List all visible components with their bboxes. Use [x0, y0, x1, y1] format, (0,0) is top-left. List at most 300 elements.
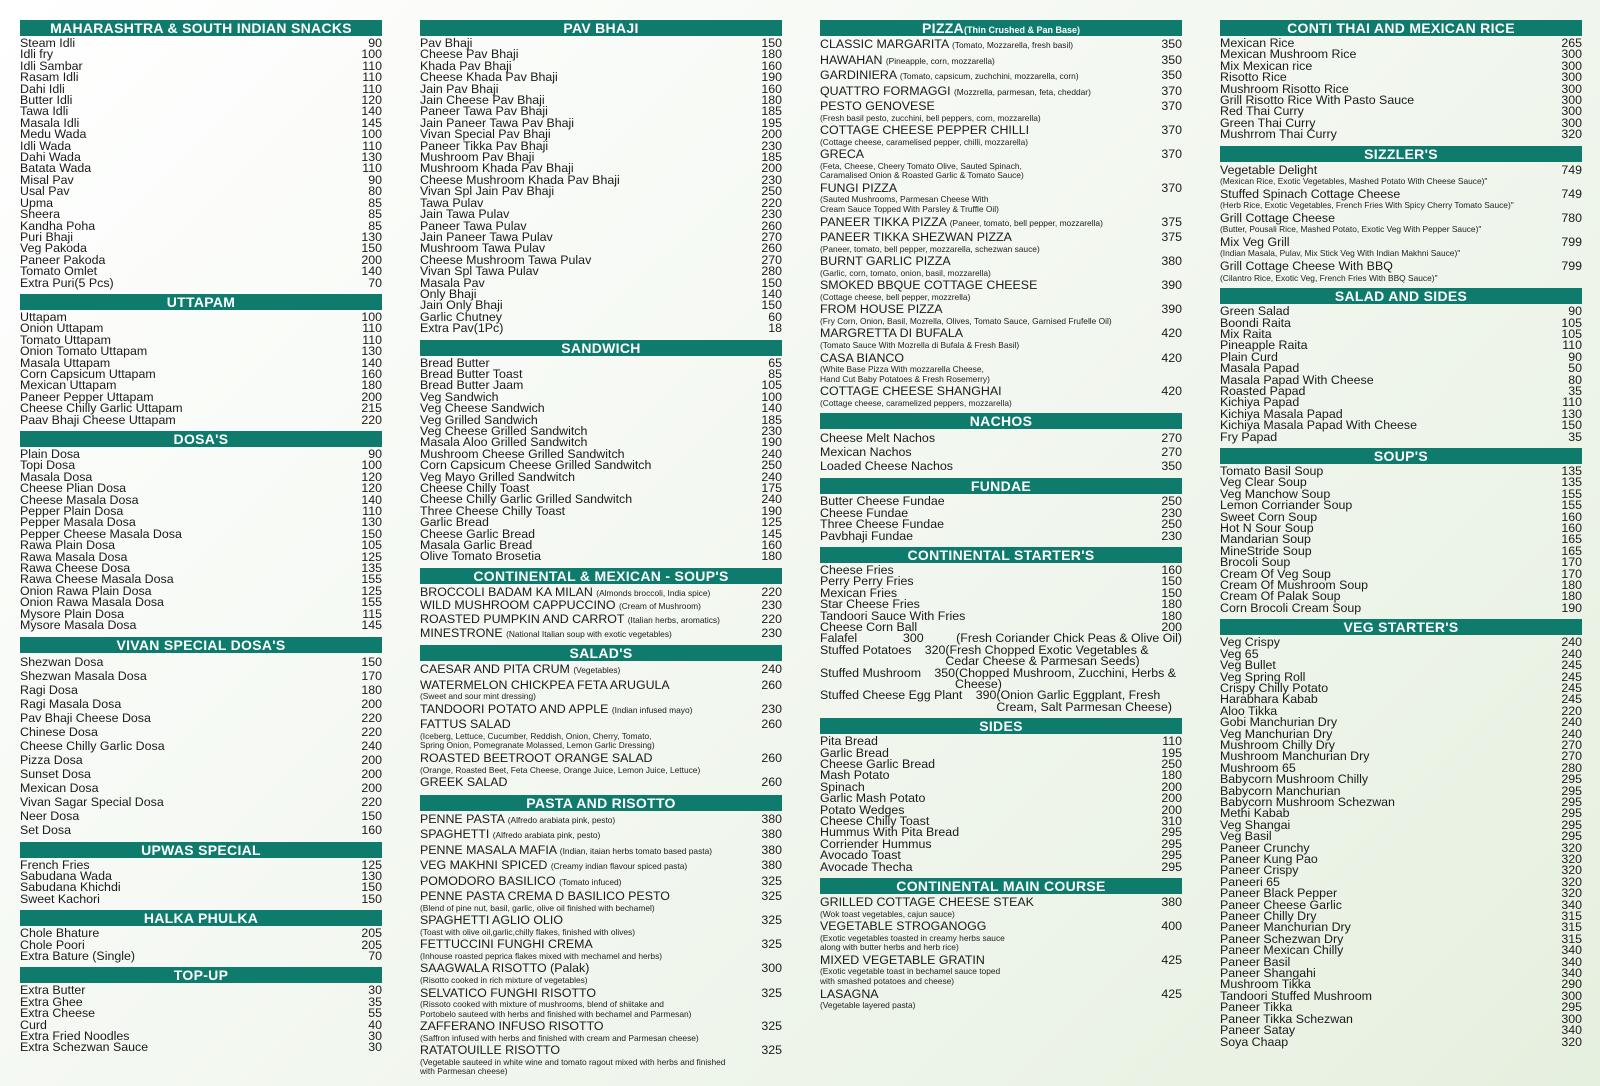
item-name-text: Usal Pav [20, 184, 70, 199]
item-price: 270 [761, 229, 782, 244]
item-price: 420 [1161, 350, 1182, 365]
item-name-text: Avocado Toast [820, 848, 901, 863]
item-price: 35 [1568, 429, 1582, 444]
item-name-text: Spinach [820, 779, 865, 794]
item-price: 110 [362, 70, 382, 85]
item-description: (Indian Masala, Pulav, Mix Stick Veg With Indian Makhni Sauce)" [1220, 248, 1461, 259]
item-name-text: Paneer Tikka Schezwan [1220, 1011, 1353, 1026]
item-price: 380 [1161, 895, 1182, 910]
item-name-text: Stuffed Potatoes [820, 642, 912, 657]
item-name-text: Potato Wedges [820, 802, 905, 817]
item-name-text: Mix Veg Grill [1220, 234, 1290, 249]
item-name-text: Veg Grilled Sandwich [420, 412, 538, 427]
item-name-text: Paneeri 65 [1220, 874, 1280, 889]
item-inline-description: (Tomato infuced) [559, 876, 622, 887]
menu-item [20, 275, 382, 290]
item-name-text: Paneer Black Pepper [1220, 886, 1338, 901]
item-price: 130 [361, 344, 382, 359]
item-name [420, 844, 748, 859]
item-price: 320 [1561, 1034, 1582, 1049]
menu-item [420, 938, 782, 961]
section-title-text: SOUP'S [1373, 448, 1429, 464]
item-name-text: Veg Pakoda [20, 241, 87, 256]
item-price: 340 [1561, 943, 1582, 958]
item-price: 190 [761, 503, 782, 518]
menu-item [420, 627, 782, 641]
item-price: 150 [361, 241, 382, 256]
item-price: 749 [1561, 186, 1582, 201]
item-name-text: Steam Idli [20, 36, 76, 50]
menu-item-list [1220, 164, 1582, 283]
item-name-text: Set Dosa [20, 822, 71, 837]
menu-item-list [420, 38, 782, 335]
item-price: 90 [368, 447, 382, 461]
item-name-text: Stuffed Mushroom [820, 665, 922, 680]
item-price: 300 [1561, 70, 1582, 85]
menu-item [20, 948, 382, 963]
section-title-text: UPWAS SPECIAL [141, 841, 261, 858]
item-name [20, 683, 78, 697]
item-name [420, 890, 748, 904]
item-name-text: Mexican Nachos [820, 445, 912, 460]
item-name [820, 988, 1148, 1002]
item-name-text: Mexican Mushroom Rice [1220, 47, 1357, 62]
item-name-text: Tomato Uttapam [20, 332, 111, 347]
item-price: 220 [1561, 703, 1582, 718]
item-price: 340 [1561, 966, 1582, 981]
menu-item [20, 655, 382, 669]
item-name-text: Aloo Tikka [1220, 703, 1278, 718]
item-name [1220, 188, 1548, 202]
item-name-text: Veg Cheese Grilled Sandwitch [420, 424, 588, 438]
item-price: 35 [1568, 383, 1582, 398]
item-price: 110 [362, 81, 382, 96]
item-name [420, 962, 748, 976]
item-price: 260 [761, 218, 782, 233]
item-name-text: Tomato Basil Soup [1220, 464, 1324, 478]
item-name [820, 352, 1148, 366]
item-name-text: Cheese Mushroom Khada Pav Bhaji [420, 172, 620, 187]
item-price: 260 [761, 677, 782, 692]
item-name-text: Stuffed Cheese Egg Plant [820, 688, 963, 703]
item-name-text: Uttapam [20, 309, 67, 324]
item-name [420, 718, 748, 732]
menu-item [820, 255, 1182, 278]
item-name-text: Rawa Plain Dosa [20, 538, 116, 553]
item-name-text: Mysore Masala Dosa [20, 618, 137, 633]
item-description: (White Base Pizza With mozzarella Cheese, Hand Cut Baby Potatoes & Fresh Rosemerry) [820, 364, 990, 384]
menu-item [20, 823, 382, 837]
item-price: 140 [361, 355, 382, 370]
item-price: 170 [361, 668, 382, 683]
item-price: 150 [1161, 585, 1182, 600]
item-name-text: Shezwan Masala Dosa [20, 668, 147, 683]
item-price: 350 [1161, 68, 1182, 82]
menu-item [820, 859, 1182, 874]
item-price: 270 [761, 252, 782, 267]
item-name [20, 809, 79, 823]
section-title [820, 547, 1182, 563]
item-price: 105 [1561, 326, 1582, 341]
menu-item [20, 72, 382, 83]
item-price: 155 [1561, 498, 1582, 513]
item-price: 370 [1161, 180, 1182, 195]
item-name [20, 711, 151, 725]
item-price: 140 [361, 264, 382, 279]
item-name-text: Extra Fried Noodles [20, 1028, 130, 1043]
item-name [420, 1020, 748, 1034]
menu-item [820, 988, 1182, 1011]
item-name-text: ZAFFERANO INFUSO RISOTTO [420, 1019, 604, 1034]
item-price: 240 [761, 492, 782, 507]
item-name [1220, 600, 1362, 615]
item-name-text: Veg Basil [1220, 829, 1272, 844]
item-description: (Chopped Mushroom, Zucchini, Herbs & Cheese) [955, 665, 1177, 691]
section-title-text: FUNDAE [970, 478, 1032, 495]
item-name-text: Hummus With Pita Bread [820, 825, 960, 840]
item-price: 295 [1561, 794, 1582, 809]
item-price: 195 [1161, 745, 1182, 760]
item-name-text: Paneer Tikka [1220, 1000, 1293, 1015]
item-price: 245 [1561, 692, 1582, 707]
item-name [420, 551, 541, 562]
item-price: 140 [761, 286, 782, 301]
item-name [1220, 429, 1278, 444]
item-price: 200 [1161, 791, 1182, 806]
item-inline-description: (Pineapple, corn, mozzarella) [885, 55, 995, 66]
item-name-text: HAWAHAN [820, 52, 883, 67]
item-price: 230 [761, 172, 782, 187]
item-price: 110 [1162, 734, 1182, 749]
item-price: 140 [361, 104, 382, 119]
item-description: (Exotic vegetable toast in bechamel sauce toped with smashed potatoes and cheese) [820, 966, 1001, 986]
menu-item [420, 859, 782, 874]
item-price: 155 [1561, 486, 1582, 501]
item-price: 315 [1561, 909, 1582, 924]
item-price: 310 [1161, 814, 1182, 829]
item-name-text: Pepper Cheese Masala Dosa [20, 526, 182, 541]
item-price: 115 [362, 606, 382, 621]
menu-section-halka-phulka [20, 910, 382, 962]
item-price: 250 [1161, 757, 1182, 772]
item-name [820, 385, 1148, 399]
menu-item [820, 100, 1182, 123]
item-name-text: Only Bhaji [420, 286, 477, 301]
item-name-text: Boondi Raita [1220, 315, 1291, 330]
item-price: 170 [1561, 566, 1582, 581]
item-name-text: Grill Risotto Rice With Pasto Sauce [1220, 93, 1415, 108]
menu-column [420, 20, 782, 1082]
item-inline-description: (Paneer, tomato, bell pepper, mozzarella) [949, 217, 1103, 228]
item-price: 295 [1161, 848, 1182, 863]
section-title [20, 20, 382, 36]
item-name-text: Cheese Khada Pav Bhaji [420, 70, 558, 85]
menu-section-dosa-s [20, 431, 382, 632]
item-name-text: Extra Schezwan Sauce [20, 1040, 149, 1055]
item-name [20, 739, 165, 753]
item-name-text: Cream Of Palak Soup [1220, 589, 1341, 604]
item-price: 150 [761, 298, 782, 313]
item-price: 300 [1561, 58, 1582, 73]
item-price: 799 [1561, 234, 1582, 249]
item-price: 220 [761, 612, 782, 627]
item-price: 230 [761, 598, 782, 613]
item-price: 220 [761, 584, 782, 599]
item-price: 135 [1561, 464, 1582, 478]
item-description: (Wok toast vegetables, cajun sauce) [820, 908, 955, 919]
menu-item-list [820, 736, 1182, 873]
item-name-text: BROCCOLI BADAM KA MILAN [420, 584, 593, 599]
item-price: 230 [761, 207, 782, 222]
item-name-text: Brocoli Soup [1220, 555, 1291, 570]
menu-column [820, 20, 1182, 1016]
menu-section-conti-thai-and-mexican-rice [1220, 20, 1582, 141]
item-price: 240 [361, 738, 382, 753]
item-description: (Risotto cooked in rich mixture of vegetables) [420, 974, 588, 985]
menu-item [420, 813, 782, 828]
item-price: 130 [361, 229, 382, 244]
menu-item [420, 987, 782, 1020]
item-name [820, 327, 1148, 341]
item-price: 315 [1561, 920, 1582, 935]
menu-item [820, 216, 1182, 231]
item-name-text: Paneer Tawa Pav Bhaji [420, 104, 548, 119]
item-name [820, 69, 1148, 84]
item-price: 120 [361, 481, 382, 496]
menu-column [1220, 20, 1582, 1053]
item-price: 300 [1561, 115, 1582, 130]
item-name [420, 914, 748, 928]
item-price: 205 [361, 937, 382, 952]
item-name-text: Cheese Plian Dosa [20, 481, 127, 496]
section-title [820, 413, 1182, 429]
menu-section-pizza [820, 20, 1182, 408]
item-name-text: ROASTED BEETROOT ORANGE SALAD [420, 751, 653, 766]
item-price: 240 [1561, 635, 1582, 650]
item-price: 180 [761, 549, 782, 564]
menu-section-pasta-and-risotto [420, 795, 782, 1077]
item-price: 380 [1161, 254, 1182, 269]
item-name-text: Paneer Chilly Dry [1220, 909, 1317, 924]
item-name-text: Tomato Omlet [20, 264, 98, 279]
item-price: 135 [1561, 475, 1582, 490]
menu-item-list [20, 449, 382, 632]
item-description: (Toast with olive oil,garlic,chilly flakes, finished with olives) [420, 926, 636, 937]
menu-item [20, 809, 382, 823]
section-title-text: PASTA AND RISOTTO [526, 794, 676, 811]
menu-item [20, 1042, 382, 1053]
item-price: 425 [1161, 952, 1182, 967]
item-name-text: Pav Bhaji Cheese Dosa [20, 710, 151, 725]
menu-item [420, 551, 782, 562]
item-inline-description: (Creamy indian flavour spiced pasta) [550, 861, 688, 872]
item-name-text: Neer Dosa [20, 808, 80, 823]
item-name [20, 275, 114, 290]
menu-item [820, 38, 1182, 53]
section-title-text: DOSA'S [173, 431, 229, 447]
item-name-text: Mexican Dosa [20, 780, 99, 795]
item-price: 300 [761, 961, 782, 976]
item-price: 380 [761, 842, 782, 857]
item-price: 315 [1561, 931, 1582, 946]
item-price: 150 [1161, 574, 1182, 589]
section-title [820, 478, 1182, 494]
item-name [20, 767, 91, 781]
item-name-text: Stuffed Spinach Cottage Cheese [1220, 186, 1401, 201]
item-price: 300 [1561, 81, 1582, 96]
item-price: 195 [761, 115, 782, 130]
item-price: 325 [761, 985, 782, 1000]
item-price: 295 [1561, 817, 1582, 832]
item-price: 270 [1161, 445, 1182, 460]
item-price: 100 [361, 47, 382, 62]
menu-item [820, 182, 1182, 215]
item-inline-description: (Alfredo arabiata pink, pesto) [492, 830, 601, 841]
item-price: 300 [1561, 1011, 1582, 1026]
item-price: 35 [368, 994, 382, 1009]
item-name [420, 875, 748, 890]
item-price: 350 [1161, 459, 1182, 474]
item-price: 80 [368, 184, 382, 199]
item-name-text: Paneer Kung Pao [1220, 852, 1318, 866]
item-name-text: Pepper Plain Dosa [20, 504, 124, 519]
item-price: 150 [761, 36, 782, 50]
item-description: (Inhouse roasted peprica flakes mixed with mechamel and herbs) [420, 950, 663, 961]
item-name-text: Veg Clear Soup [1220, 475, 1307, 490]
item-name-text: ROASTED PUMPKIN AND CARROT [420, 612, 625, 627]
item-name-text: Mix Mexican rice [1220, 58, 1313, 73]
item-name-text: Loaded Cheese Nachos [820, 459, 953, 474]
item-name-text: Tawa Pulav [420, 195, 484, 210]
item-price: 780 [1561, 210, 1582, 225]
item-name-text: Mix Raita [1220, 326, 1272, 341]
item-name-text: French Fries [20, 857, 90, 872]
item-price: 240 [1561, 726, 1582, 741]
item-price: 250 [1161, 494, 1182, 509]
item-name [20, 697, 121, 711]
section-title [820, 20, 1182, 36]
item-name-text: Medu Wada [20, 127, 87, 142]
item-price: 60 [768, 309, 782, 324]
item-name-text: Chole Bhature [20, 926, 100, 941]
item-name [820, 642, 912, 657]
item-price: 90 [1568, 349, 1582, 364]
item-name [420, 679, 748, 693]
menu-item [20, 767, 382, 781]
item-name-text: Fry Papad [1220, 429, 1278, 444]
item-name-text: Tandoori Sauce With Fries [820, 608, 966, 623]
item-price: 325 [761, 1043, 782, 1058]
item-price: 120 [361, 469, 382, 484]
menu-section-top-up [20, 967, 382, 1053]
item-price: 230 [1161, 505, 1182, 520]
item-name-text: Mexican Fries [820, 585, 898, 600]
item-name [420, 599, 748, 613]
menu-item [420, 776, 782, 790]
item-name-text: Paneer Crispy [1220, 863, 1299, 878]
menu-item [820, 896, 1182, 919]
item-price: 70 [368, 948, 382, 963]
menu-item [20, 753, 382, 767]
item-name-text: Chole Poori [20, 937, 85, 952]
item-description: (Fresh Coriander Chick Peas & Olive Oil) [956, 631, 1182, 646]
item-price: 125 [361, 857, 382, 872]
item-name-text: Three Cheese Fundae [820, 517, 944, 532]
item-price: 110 [362, 321, 382, 336]
item-name-text: FROM HOUSE PIZZA [820, 302, 943, 317]
item-name [20, 753, 83, 767]
item-name-text: Green Salad [1220, 304, 1290, 319]
menu-item [20, 669, 382, 683]
item-name-text: Extra Cheese [20, 1006, 96, 1021]
item-price: 420 [1161, 326, 1182, 341]
section-title-text: NACHOS [969, 413, 1033, 430]
item-price: 80 [1568, 372, 1582, 387]
item-price: 180 [361, 682, 382, 697]
menu-item [420, 718, 782, 751]
item-name-text: Tandoori Stuffed Mushroom [1220, 988, 1372, 1003]
menu-item [820, 231, 1182, 254]
item-price: 370 [1161, 83, 1182, 98]
menu-item-list [420, 663, 782, 789]
item-price: 180 [1161, 597, 1182, 612]
menu-item [20, 725, 382, 739]
item-price: 350 [1161, 37, 1182, 51]
item-name-text: Babycorn Manchurian [1220, 783, 1341, 798]
item-price: 85 [768, 366, 782, 381]
section-title-text: SALAD'S [569, 645, 633, 662]
item-price: 420 [1161, 384, 1182, 399]
item-price: 320 [1561, 840, 1582, 855]
item-name-text: Paneer Tawa Pulav [420, 218, 527, 233]
item-name [820, 445, 912, 459]
item-price: 175 [761, 481, 782, 496]
item-name-text: Mexican Rice [1220, 36, 1295, 50]
item-price: 200 [1161, 802, 1182, 817]
item-price: 160 [761, 81, 782, 96]
item-name-text: PENNE PASTA [420, 811, 505, 826]
item-name-text: Garlic Chutney [420, 309, 502, 324]
item-price: 200 [361, 389, 382, 404]
menu-item [1220, 188, 1582, 211]
menu-item-list [820, 38, 1182, 408]
item-name-text: Sweet Kachori [20, 891, 100, 906]
item-name-text: Roasted Papad [1220, 383, 1306, 398]
section-title-text: SIZZLER'S [1364, 145, 1438, 162]
item-name-text: Misal Pav [20, 172, 74, 187]
section-title-text: SALAD AND SIDES [1334, 288, 1468, 305]
item-name-text: Rawa Cheese Dosa [20, 561, 131, 576]
item-name-text: Cheese Fries [820, 562, 894, 577]
item-name-text: Cheese Corn Ball [820, 619, 918, 634]
item-name-text: Star Cheese Fries [820, 597, 920, 612]
section-title-text: VIVAN SPECIAL DOSA'S [116, 636, 286, 653]
item-name-text: GRILLED COTTAGE CHEESE STEAK [820, 895, 1034, 910]
item-price: 240 [1561, 715, 1582, 730]
menu-item [20, 95, 382, 106]
item-price: 30 [368, 1040, 382, 1055]
menu-item [20, 129, 382, 140]
item-name [820, 431, 935, 445]
item-name-text: Cheese Fundae [820, 505, 909, 520]
item-price: 105 [761, 378, 782, 393]
item-name-text: Grill Cottage Cheese [1220, 210, 1336, 225]
item-price: 165 [1561, 543, 1582, 558]
section-title-text: HALKA PHULKA [143, 910, 259, 927]
item-price: 155 [361, 595, 382, 610]
menu-item [420, 599, 782, 613]
item-name-text: Paneer Manchurian Dry [1220, 920, 1351, 935]
